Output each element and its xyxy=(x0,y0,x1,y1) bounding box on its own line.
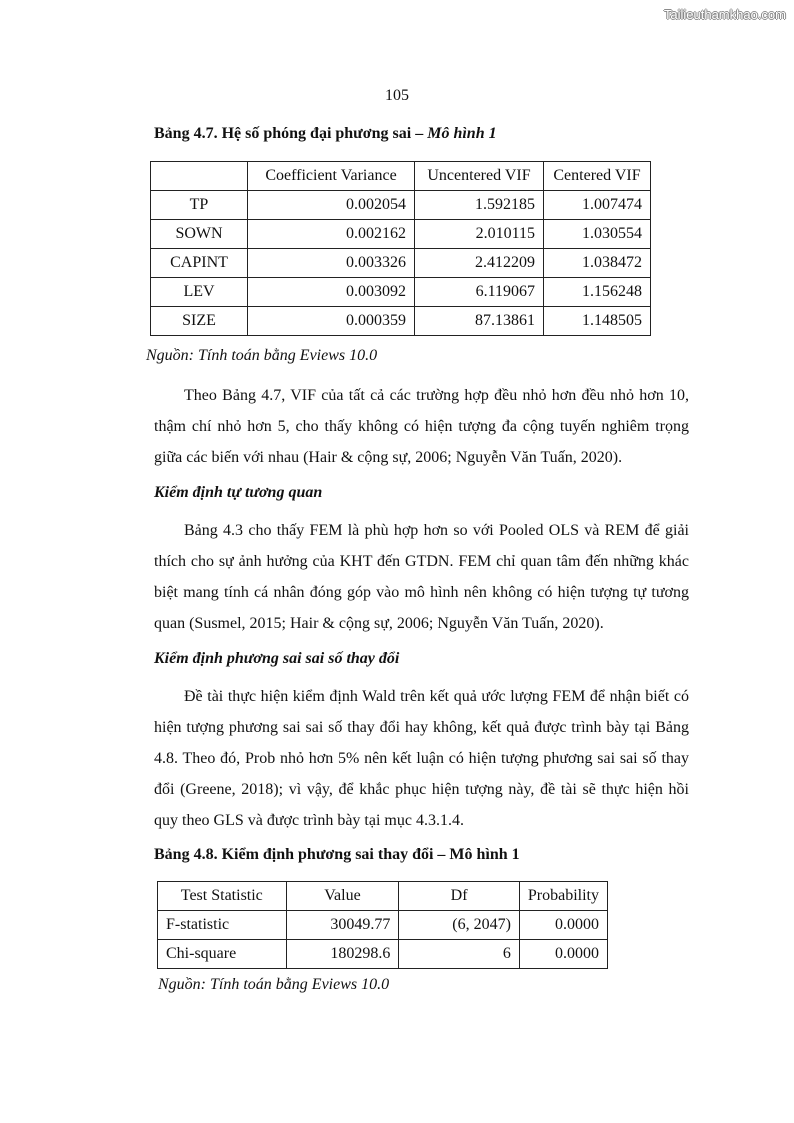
header-cell: Coefficient Variance xyxy=(248,162,415,191)
watermark: Tailieuthamkhao.com xyxy=(663,7,786,22)
row-label: SIZE xyxy=(151,307,248,336)
header-cell: Value xyxy=(286,882,399,911)
table1-source: Nguồn: Tính toán bằng Eviews 10.0 xyxy=(146,347,378,364)
table-cell: 1.148505 xyxy=(544,307,651,336)
table-cell: 0.003326 xyxy=(248,249,415,278)
header-cell: Uncentered VIF xyxy=(415,162,544,191)
table-cell: 0.000359 xyxy=(248,307,415,336)
table-cell: 0.002054 xyxy=(248,191,415,220)
paragraph-heteroskedasticity xyxy=(154,681,689,836)
row-label: F-statistic xyxy=(158,911,287,940)
table-row xyxy=(158,911,608,940)
paragraph-vif-text: Theo Bảng 4.7, VIF của tất cả các trường hợp đều nhỏ hơn đều nhỏ hơn 10, thậm chí nhỏ hơn 5, cho thấy không có hiện tượng đa cộng tuyến nghiêm trọng giữa các biến với nhau (Hair & cộng sự, 2006; Nguyễn Văn Tuấn, 2020). xyxy=(154,387,689,466)
heading-heteroskedasticity: Kiểm định phương sai sai số thay đổi xyxy=(154,650,400,667)
table-cell: 0.0000 xyxy=(519,940,607,969)
table-cell: 1.156248 xyxy=(544,278,651,307)
table-cell: 1.007474 xyxy=(544,191,651,220)
table-cell: 180298.6 xyxy=(286,940,399,969)
row-label: SOWN xyxy=(151,220,248,249)
table-cell: 6.119067 xyxy=(415,278,544,307)
table-cell: 2.412209 xyxy=(415,249,544,278)
table-cell: 0.0000 xyxy=(519,911,607,940)
wald-table xyxy=(157,881,608,969)
table-cell: 6 xyxy=(399,940,520,969)
table-row xyxy=(151,307,651,336)
table2-caption: Bảng 4.8. Kiểm định phương sai thay đổi – Mô hình 1 xyxy=(154,846,520,863)
table1-caption-italic: Mô hình 1 xyxy=(427,125,497,142)
paragraph-autocorrelation-text: Bảng 4.3 cho thấy FEM là phù hợp hơn so với Pooled OLS và REM để giải thích cho sự ảnh hưởng của KHT đến GTDN. FEM chỉ quan tâm đến những khác biệt mang tính cá nhân đóng góp vào mô hình nên không có hiện tượng tự tương quan (Susmel, 2015; Hair & cộng sự, 2006; Nguyễn Văn Tuấn, 2020). xyxy=(154,522,689,632)
table-row xyxy=(151,278,651,307)
table-cell: 0.003092 xyxy=(248,278,415,307)
table-row xyxy=(151,220,651,249)
table-row xyxy=(158,940,608,969)
row-label: Chi-square xyxy=(158,940,287,969)
header-cell: Probability xyxy=(519,882,607,911)
page-number: 105 xyxy=(385,87,409,104)
header-cell xyxy=(151,162,248,191)
header-cell: Test Statistic xyxy=(158,882,287,911)
table-header-row xyxy=(151,162,651,191)
paragraph-heteroskedasticity-text: Đề tài thực hiện kiểm định Wald trên kết quả ước lượng FEM để nhận biết có hiện tượng phương sai sai số thay đổi hay không, kết quả được trình bày tại Bảng 4.8. Theo đó, Prob nhỏ hơn 5% nên kết luận có hiện tượng phương sai sai số thay đổi (Greene, 2018); vì vậy, để khắc phục hiện tượng này, đề tài sẽ thực hiện hồi quy theo GLS và được trình bày tại mục 4.3.1.4. xyxy=(154,688,689,829)
table-cell: 1.592185 xyxy=(415,191,544,220)
paragraph-vif xyxy=(154,380,689,473)
table-row xyxy=(151,191,651,220)
table-cell: 1.038472 xyxy=(544,249,651,278)
table2-source: Nguồn: Tính toán bằng Eviews 10.0 xyxy=(158,976,390,993)
table1-caption xyxy=(154,125,497,143)
header-cell: Centered VIF xyxy=(544,162,651,191)
table-cell: 87.13861 xyxy=(415,307,544,336)
paragraph-autocorrelation xyxy=(154,515,689,639)
table-cell: 30049.77 xyxy=(286,911,399,940)
row-label: LEV xyxy=(151,278,248,307)
table1-caption-bold: Bảng 4.7. Hệ số phóng đại phương sai – xyxy=(154,125,428,142)
heading-autocorrelation: Kiểm định tự tương quan xyxy=(154,484,323,501)
row-label: CAPINT xyxy=(151,249,248,278)
table-cell: 2.010115 xyxy=(415,220,544,249)
row-label: TP xyxy=(151,191,248,220)
table-header-row xyxy=(158,882,608,911)
header-cell: Df xyxy=(399,882,520,911)
vif-table xyxy=(150,161,651,336)
table-cell: 0.002162 xyxy=(248,220,415,249)
table-row xyxy=(151,249,651,278)
table-cell: (6, 2047) xyxy=(399,911,520,940)
table-cell: 1.030554 xyxy=(544,220,651,249)
